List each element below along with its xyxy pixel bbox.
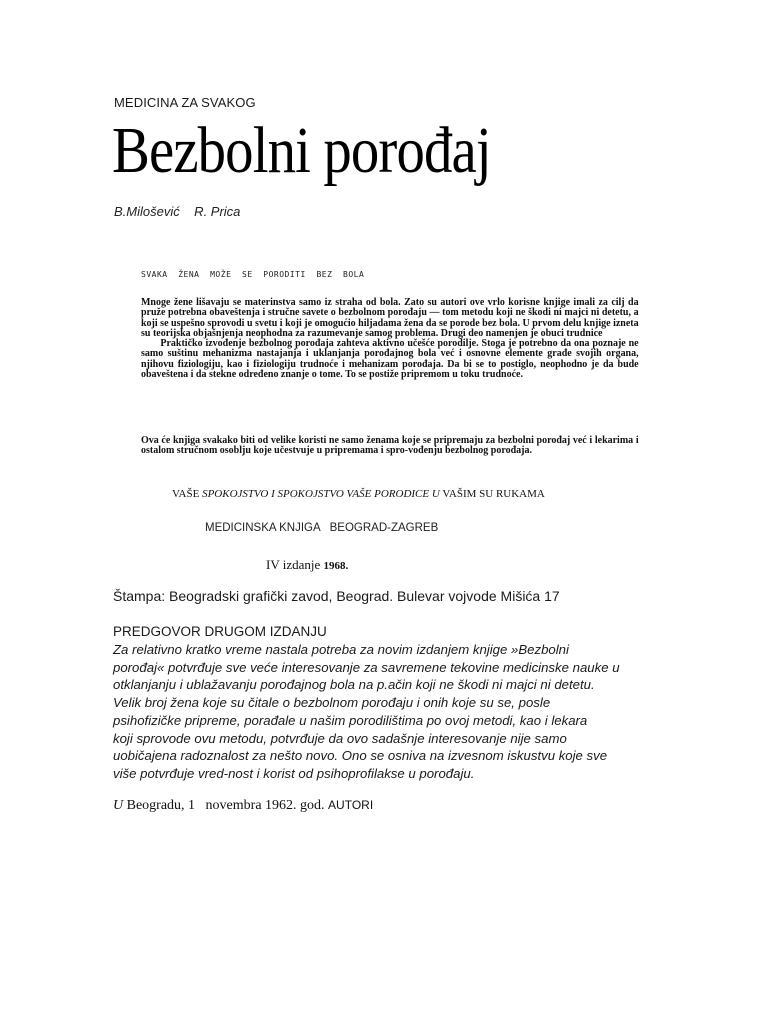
preface-line: koji sprovode ovu metodu, potvrđuje da ovo sadašnje interesovanje nije samo: [113, 730, 567, 746]
preface-heading: PREDGOVOR DRUGOM IZDANJU: [113, 624, 327, 639]
intro-paragraph-1: Mnoge žene lišavaju se materinstva samo iz straha od bola. Zato su autori ove vrlo korisne knjige imali za cilj da pruže potrebna obaveštenja i stručne savete o bezbolnom porođaju — tom metodu koji ne škodi ni majci ni detetu, a koji se uspešno sprovodi u svetu i koji je omogućio hiljadama žena da se porode bez bola. U prvom delu knjige izneta su teorijska objašnjenja neophodna za razumevanje samog problema. Drugi deo namenjen je obuci trudnice: [141, 297, 639, 339]
tagline: SVAKA ŽENA MOŽE SE PORODITI BEZ BOLA: [141, 270, 365, 279]
signature-prefix: U: [113, 798, 124, 813]
preface-line: psihofizičke pripreme, porađale u našim porodilištima po ovoj metodi, kao i lekara: [113, 712, 588, 728]
motto: [172, 488, 545, 500]
printing-info: Štampa: Beogradski grafički zavod, Beograd. Bulevar vojvode Mišića 17: [113, 588, 560, 604]
book-title: Bezbolni porođaj: [112, 114, 491, 187]
book-authors: B.Milošević R. Prica: [114, 204, 241, 219]
preface-body: [113, 641, 673, 783]
preface-line: više potvrđuje vred-nost i korist od psihoprofilakse u porođaju.: [113, 765, 475, 781]
series-name: MEDICINA ZA SVAKOG: [114, 95, 256, 110]
signature-authors: AUTORI: [328, 798, 374, 812]
intro-paragraph-2: Praktičko izvođenje bezbolnog porođaja zahteva aktivno učešće porodilje. Stoga je potrebno da ona poznaje ne samo suštinu mehanizma nastajanja i uklanjanja porođajnog bola već i osnovne elemente građe svojih organa, njihovu fiziologiju, kao i fiziologiju trudnoće i mehanizam porođaja. Da bi se to postiglo, neophodno je da bude obaveštena i da stekne određeno znanje o tome. To se postiže pripremom u toku trudnoće.: [141, 338, 639, 381]
preface-line: Velik broj žena koje su čitale o bezbolnom porođaju i onih koje su se, posle: [113, 695, 551, 711]
publisher: MEDICINSKA KNJIGA BEOGRAD-ZAGREB: [205, 522, 439, 534]
intro-paragraph-3: Ova će knjiga svakako biti od velike koristi ne samo ženama koje se pripremaju za bezbolni porođaj već i lekarima i ostalom stručnom osoblju koje učestvuje u pripremama i spro-vođenju bezbolnog porođaja.: [141, 435, 639, 457]
motto-part-3: VAŠIM SU RUKAMA: [439, 488, 545, 500]
preface-line: uobičajena radoznalost za nešto novo. Ono se osniva na izvesnom iskustvu koje sve: [113, 748, 608, 764]
edition-year: 1968.: [323, 560, 349, 572]
preface-line: porođaj« potvrđuje sve veće interesovanje za savremene tekovine medicinske nauke u: [113, 659, 620, 675]
signature-line: [113, 798, 373, 814]
preface-line: Za relativno kratko vreme nastala potreba za novim izdanjem knjige »Bezbolni: [113, 642, 569, 657]
motto-part-1: VAŠE: [172, 488, 203, 500]
edition: [266, 557, 348, 573]
signature-date: Beogradu, 1 novembra 1962. god.: [123, 798, 329, 813]
intro-block: [141, 298, 639, 380]
edition-label: IV izdanje: [266, 557, 324, 572]
motto-part-2: SPOKOJSTVO I SPOKOJSTVO VAŠE PORODICE U: [202, 488, 440, 500]
preface-line: otklanjanju i ublažavanju porođajnog bola na p.ačin koji ne škodi ni majci ni detetu.: [113, 677, 595, 693]
